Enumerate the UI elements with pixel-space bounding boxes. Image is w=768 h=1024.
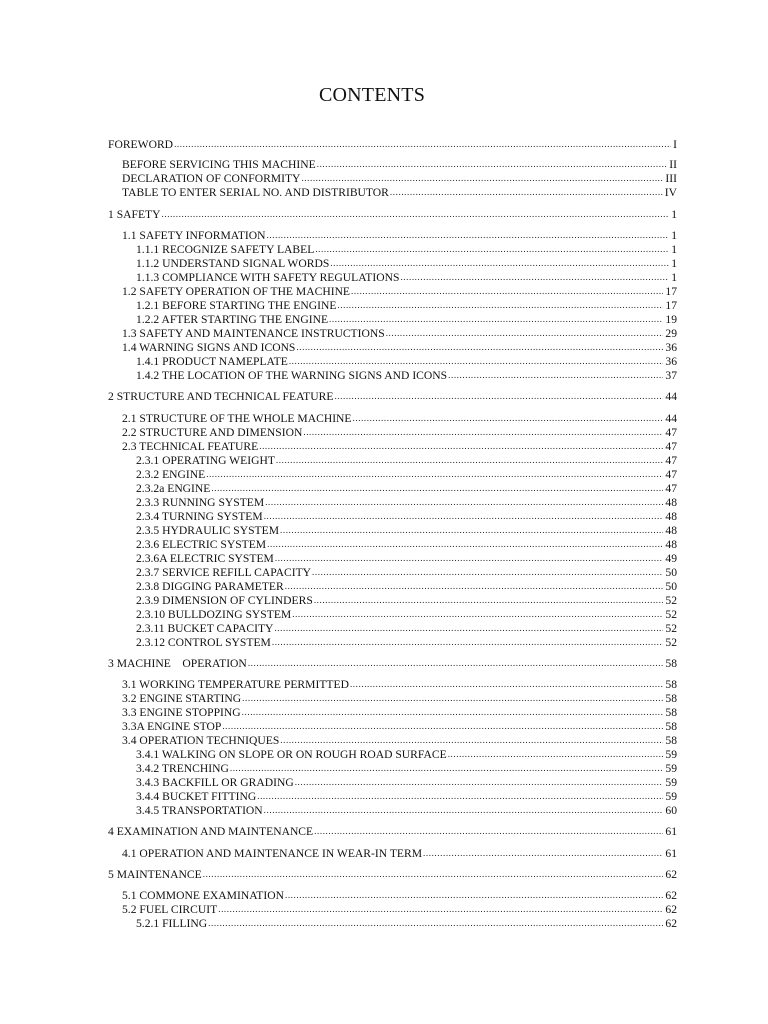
toc-entry-title: 2.3.8 DIGGING PARAMETER [136,580,284,593]
toc-dot-leader [274,622,663,635]
toc-entry-page-number: 59 [665,748,677,761]
toc-dot-leader [208,917,663,930]
toc-entry [108,868,677,881]
toc-dot-leader [265,496,663,509]
toc-entry-title: 3.4.2 TRENCHING [136,762,229,775]
toc-dot-leader [248,657,664,670]
toc-dot-leader [314,594,664,607]
toc-entry [136,454,677,467]
toc-dot-leader [423,847,663,860]
toc-entry [108,138,677,151]
toc-entry-title: 2.3.1 OPERATING WEIGHT [136,454,275,467]
toc-dot-leader [272,636,664,649]
toc-entry-title: FOREWORD [108,138,174,151]
toc-entry [108,208,677,221]
toc-entry-page-number: 47 [665,468,677,481]
toc-entry-title: 4 EXAMINATION AND MAINTENANCE [108,825,314,838]
toc-entry [122,734,677,747]
toc-entry-title: 3 MACHINE OPERATION [108,657,247,670]
toc-entry [136,243,677,256]
toc-entry-title: 1.1.1 RECOGNIZE SAFETY LABEL [136,243,315,256]
toc-entry-page-number: 52 [665,608,677,621]
toc-entry [136,748,677,761]
toc-entry [136,510,677,523]
toc-entry-page-number: 59 [665,790,677,803]
toc-entry [136,524,677,537]
toc-entry-page-number: 47 [665,454,677,467]
toc-dot-leader [330,257,669,270]
toc-entry-page-number: 61 [665,847,677,860]
toc-entry-page-number: IV [664,186,677,199]
toc-dot-leader [289,355,664,368]
toc-entry [136,271,677,284]
toc-entry-page-number: 17 [665,299,677,312]
toc-entry [122,327,677,340]
toc-dot-leader [222,720,663,733]
toc-entry-page-number: 1 [671,257,677,270]
toc-entry-title: 2.2 STRUCTURE AND DIMENSION [122,426,303,439]
toc-entry [136,355,677,368]
toc-entry-title: 1.4 WARNING SIGNS AND ICONS [122,341,296,354]
toc-entry-title: 1.2.2 AFTER STARTING THE ENGINE [136,313,329,326]
toc-entry [122,903,677,916]
toc-entry-title: 2.3.11 BUCKET CAPACITY [136,622,274,635]
toc-entry [108,657,677,670]
toc-entry-page-number: I [673,138,677,151]
toc-entry-title: 3.4.4 BUCKET FITTING [136,790,257,803]
toc-entry [122,692,677,705]
toc-entry-page-number: 50 [665,580,677,593]
toc-dot-leader [317,158,668,171]
toc-entry [122,285,677,298]
toc-dot-leader [242,706,664,719]
toc-dot-leader [206,468,663,481]
toc-dot-leader [211,482,663,495]
toc-entry [136,594,677,607]
toc-entry [136,552,677,565]
toc-entry-page-number: 58 [665,720,677,733]
toc-dot-leader [280,734,663,747]
toc-dot-leader [257,790,663,803]
toc-entry-page-number: 44 [665,412,677,425]
toc-entry-page-number: 1 [671,208,677,221]
toc-entry [122,706,677,719]
toc-entry-title: 2 STRUCTURE AND TECHNICAL FEATURE [108,390,334,403]
toc-entry-page-number: 36 [665,341,677,354]
toc-entry-title: 2.3.3 RUNNING SYSTEM [136,496,265,509]
toc-entry [122,172,677,185]
toc-entry [136,313,677,326]
toc-entry-title: 3.4.3 BACKFILL OR GRADING [136,776,294,789]
toc-dot-leader [292,608,663,621]
toc-entry-title: 2.3.7 SERVICE REFILL CAPACITY [136,566,312,579]
toc-dot-leader [390,186,663,199]
toc-entry-page-number: 48 [665,496,677,509]
toc-entry-page-number: 37 [665,369,677,382]
toc-dot-leader [259,440,663,453]
toc-entry [122,440,677,453]
toc-entry-title: 1.2.1 BEFORE STARTING THE ENGINE [136,299,337,312]
toc-entry-title: 5.1 COMMONE EXAMINATION [122,889,284,902]
toc-entry-title: 4.1 OPERATION AND MAINTENANCE IN WEAR-IN TERM [122,847,423,860]
toc-entry [122,889,677,902]
toc-entry-title: 1 SAFETY [108,208,161,221]
toc-entry-title: 5.2.1 FILLING [136,917,208,930]
toc-entry-title: 1.1 SAFETY INFORMATION [122,229,266,242]
toc-dot-leader [353,412,664,425]
toc-entry-page-number: 44 [665,390,677,403]
toc-entry-page-number: 52 [665,594,677,607]
toc-entry-title: 1.1.2 UNDERSTAND SIGNAL WORDS [136,257,330,270]
toc-dot-leader [218,903,663,916]
toc-dot-leader [315,243,669,256]
toc-dot-leader [285,889,663,902]
toc-dot-leader [296,341,663,354]
toc-entry-page-number: 58 [665,657,677,670]
toc-dot-leader [174,138,671,151]
toc-entry-page-number: 47 [665,482,677,495]
toc-entry-title: BEFORE SERVICING THIS MACHINE [122,158,316,171]
toc-entry-page-number: 17 [665,285,677,298]
toc-entry-title: 3.4.1 WALKING ON SLOPE OR ON ROUGH ROAD SURFACE [136,748,447,761]
toc-entry-page-number: 1 [671,243,677,256]
toc-entry-page-number: 48 [665,510,677,523]
toc-entry [136,482,677,495]
toc-dot-leader [386,327,664,340]
toc-entry-page-number: 52 [665,622,677,635]
toc-entry-title: 2.3.5 HYDRAULIC SYSTEM [136,524,279,537]
toc-entry [122,678,677,691]
toc-entry-page-number: 59 [665,762,677,775]
toc-dot-leader [276,454,664,467]
toc-entry [136,580,677,593]
toc-entry [136,776,677,789]
toc-entry-title: 1.4.1 PRODUCT NAMEPLATE [136,355,288,368]
toc-entry-title: 3.1 WORKING TEMPERATURE PERMITTED [122,678,349,691]
toc-dot-leader [337,299,663,312]
toc-dot-leader [350,678,663,691]
toc-entry-page-number: 52 [665,636,677,649]
toc-entry-title: 1.1.3 COMPLIANCE WITH SAFETY REGULATIONS [136,271,400,284]
toc-entry [122,720,677,733]
toc-dot-leader [351,285,663,298]
toc-entry-page-number: 62 [665,889,677,902]
toc-entry-title: 3.4 OPERATION TECHNIQUES [122,734,280,747]
toc-entry-title: 1.2 SAFETY OPERATION OF THE MACHINE [122,285,351,298]
toc-entry [122,341,677,354]
toc-dot-leader [267,229,670,242]
toc-entry-title: 1.4.2 THE LOCATION OF THE WARNING SIGNS AND ICONS [136,369,448,382]
toc-dot-leader [301,172,663,185]
toc-dot-leader [303,426,663,439]
toc-entry [136,496,677,509]
toc-dot-leader [264,804,664,817]
toc-entry [136,790,677,803]
toc-entry-page-number: 58 [665,692,677,705]
toc-entry [136,538,677,551]
toc-entry-page-number: II [669,158,677,171]
toc-entry-title: TABLE TO ENTER SERIAL NO. AND DISTRIBUTOR [122,186,389,199]
toc-dot-leader [203,868,664,881]
toc-dot-leader [448,369,663,382]
toc-dot-leader [295,776,664,789]
toc-entry-page-number: 60 [665,804,677,817]
toc-entry-page-number: 29 [665,327,677,340]
toc-entry-title: 2.3 TECHNICAL FEATURE [122,440,259,453]
toc-entry [136,762,677,775]
toc-entry [136,369,677,382]
toc-entry-title: 2.3.6 ELECTRIC SYSTEM [136,538,267,551]
toc-entry-title: 1.3 SAFETY AND MAINTENANCE INSTRUCTIONS [122,327,385,340]
toc-entry-title: DECLARATION OF CONFORMITY [122,172,301,185]
toc-dot-leader [162,208,670,221]
toc-entry [136,804,677,817]
toc-entry [136,636,677,649]
toc-entry-page-number: 36 [665,355,677,368]
toc-entry-page-number: 62 [665,868,677,881]
toc-entry-page-number: 61 [665,825,677,838]
toc-entry-page-number: 19 [665,313,677,326]
toc-entry [136,917,677,930]
toc-entry-page-number: 47 [665,440,677,453]
toc-entry-title: 2.3.9 DIMENSION OF CYLINDERS [136,594,313,607]
toc-dot-leader [314,825,663,838]
toc-entry [136,299,677,312]
toc-entry-title: 2.1 STRUCTURE OF THE WHOLE MACHINE [122,412,352,425]
toc-entry-title: 2.3.4 TURNING SYSTEM [136,510,263,523]
toc-entry-title: 3.3A ENGINE STOP [122,720,222,733]
toc-entry-page-number: 58 [665,734,677,747]
toc-entry-page-number: 58 [665,706,677,719]
toc-entry-page-number: 62 [665,917,677,930]
toc-entry-page-number: 58 [665,678,677,691]
toc-entry [136,257,677,270]
toc-entry-page-number: 50 [665,566,677,579]
toc-entry [108,825,677,838]
toc-dot-leader [275,552,664,565]
toc-entry-title: 5.2 FUEL CIRCUIT [122,903,218,916]
toc-dot-leader [242,692,663,705]
toc-entry [122,229,677,242]
toc-entry-page-number: 59 [665,776,677,789]
toc-entry-page-number: 49 [665,552,677,565]
toc-entry-page-number: 62 [665,903,677,916]
toc-dot-leader [230,762,664,775]
toc-entry-page-number: 1 [671,271,677,284]
toc-entry [136,622,677,635]
toc-dot-leader [312,566,663,579]
toc-dot-leader [448,748,664,761]
toc-entry-page-number: 1 [671,229,677,242]
toc-entry-page-number: 47 [665,426,677,439]
toc-entry-title: 2.3.2a ENGINE [136,482,211,495]
toc-dot-leader [280,524,663,537]
toc-entry [122,426,677,439]
toc-entry-title: 2.3.6A ELECTRIC SYSTEM [136,552,274,565]
toc-entry-title: 3.2 ENGINE STARTING [122,692,242,705]
toc-entry-title: 2.3.12 CONTROL SYSTEM [136,636,271,649]
toc-entry-page-number: 48 [665,524,677,537]
toc-entry-title: 3.4.5 TRANSPORTATION [136,804,263,817]
toc-dot-leader [285,580,664,593]
toc-entry [122,158,677,171]
toc-entry-page-number: III [665,172,677,185]
toc-entry [122,847,677,860]
toc-entry [122,186,677,199]
toc-dot-leader [329,313,663,326]
page-title: CONTENTS [318,84,426,106]
toc-entry [122,412,677,425]
toc-entry-title: 2.3.10 BULLDOZING SYSTEM [136,608,292,621]
toc-entry-title: 3.3 ENGINE STOPPING [122,706,241,719]
toc-entry-page-number: 48 [665,538,677,551]
toc-dot-leader [264,510,664,523]
toc-dot-leader [267,538,663,551]
toc-entry [108,390,677,403]
toc-entry [136,468,677,481]
toc-dot-leader [400,271,669,284]
toc-dot-leader [334,390,663,403]
toc-entry [136,608,677,621]
toc-entry [136,566,677,579]
toc-entry-title: 5 MAINTENANCE [108,868,202,881]
toc-entry-title: 2.3.2 ENGINE [136,468,206,481]
